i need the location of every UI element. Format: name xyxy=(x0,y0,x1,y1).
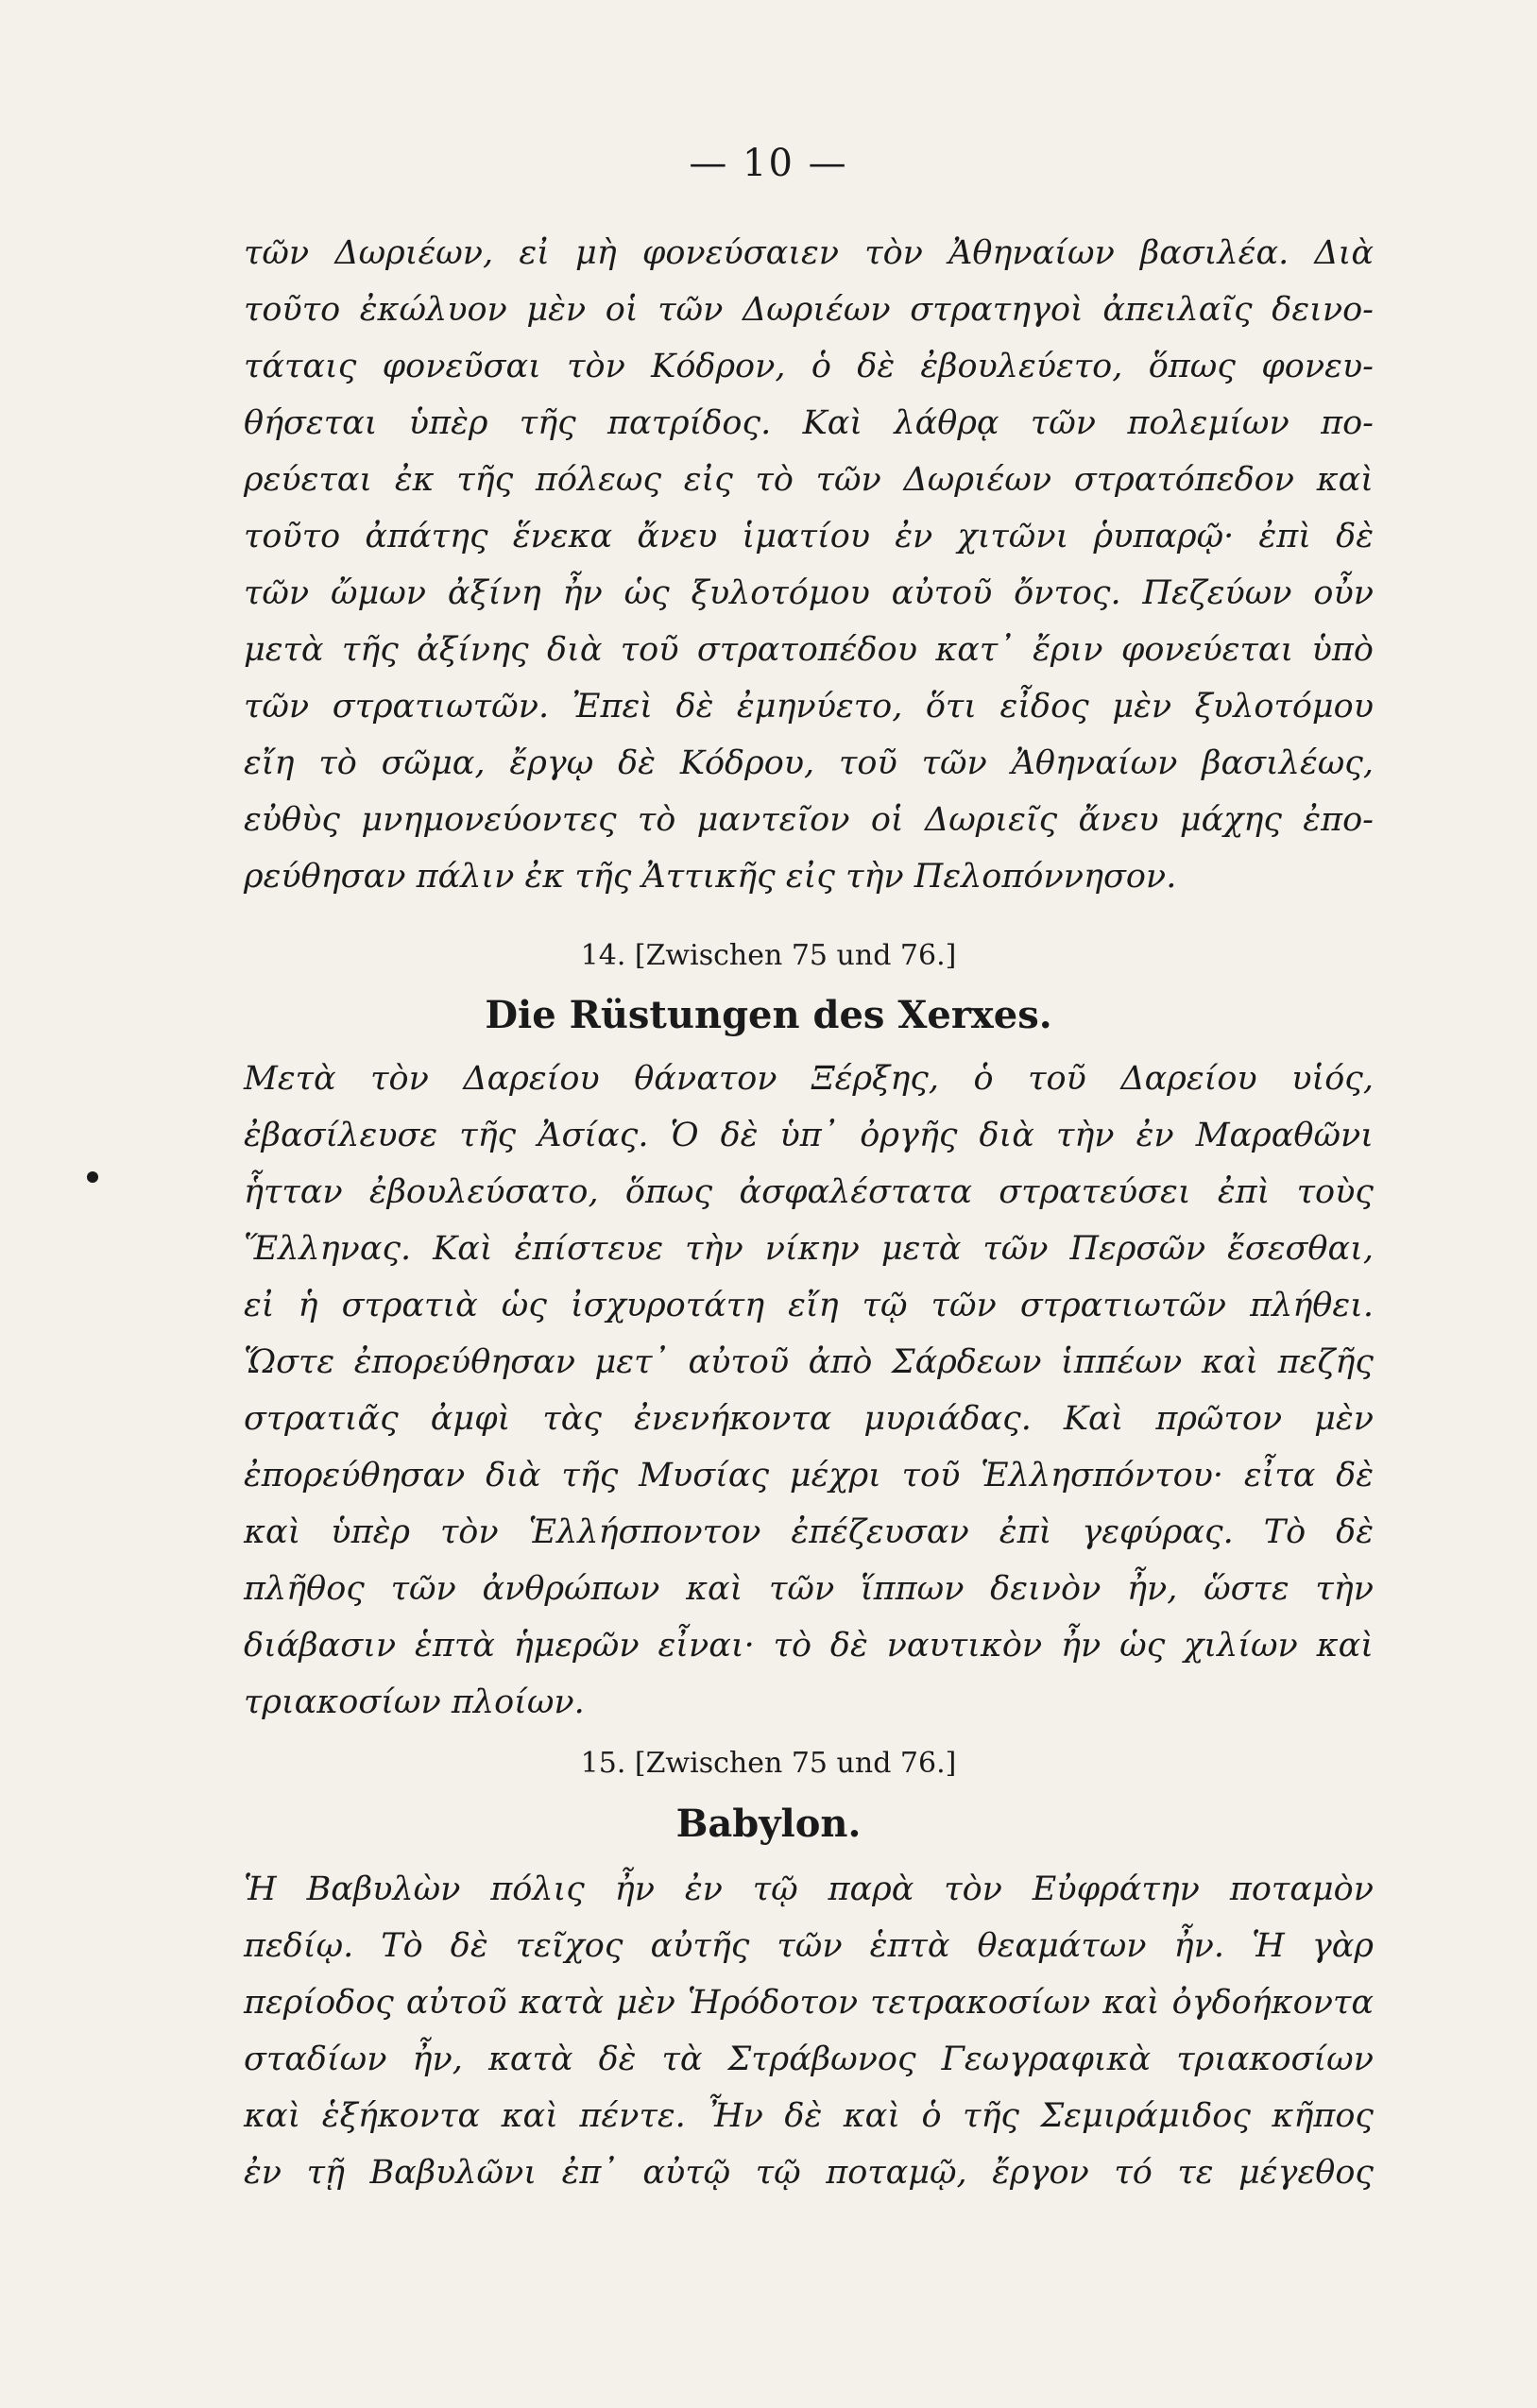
text-line: ἧτταν ἐβουλεύσατο, ὅπως ἀσφαλέστατα στρατεύσει ἐπὶ τοὺς xyxy=(244,1173,1374,1211)
section-14-title: Die Rüstungen des Xerxes. xyxy=(485,993,1052,1037)
paragraph-kodros xyxy=(244,225,1374,905)
text-line: περίοδος αὐτοῦ κατὰ μὲν Ἡρόδοτον τετρακοσίων καὶ ὀγδοήκοντα xyxy=(244,1984,1374,2022)
text-line: Ὥστε ἐπορεύθησαν μετ᾿ αὐτοῦ ἀπὸ Σάρδεων ἱππέων καὶ πεζῆς xyxy=(244,1343,1374,1381)
text-line: ἐπορεύθησαν διὰ τῆς Μυσίας μέχρι τοῦ Ἑλλησπόντου· εἶτα δὲ xyxy=(244,1457,1374,1494)
paragraph-babylon xyxy=(244,1861,1374,2201)
section-14-number: 14. [Zwischen 75 und 76.] xyxy=(580,939,957,972)
text-line: τάταις φονεῦσαι τὸν Κόδρον, ὁ δὲ ἐβουλεύετο, ὅπως φονευ- xyxy=(244,348,1374,385)
text-line: καὶ ἑξήκοντα καὶ πέντε. Ἦν δὲ καὶ ὁ τῆς Σεμιράμιδος κῆπος xyxy=(244,2097,1374,2135)
text-line: τῶν στρατιωτῶν. Ἐπεὶ δὲ ἐμηνύετο, ὅτι εἶδος μὲν ξυλοτόμου xyxy=(244,688,1374,726)
paragraph-xerxes xyxy=(244,1050,1374,1731)
section-15-number: 15. [Zwischen 75 und 76.] xyxy=(580,1747,957,1780)
text-line: ἐβασίλευσε τῆς Ἀσίας. Ὁ δὲ ὑπ᾿ ὀργῆς διὰ τὴν ἐν Μαραθῶνι xyxy=(244,1117,1374,1154)
text-line: καὶ ὑπὲρ τὸν Ἑλλήσποντον ἐπέζευσαν ἐπὶ γεφύρας. Τὸ δὲ xyxy=(244,1513,1374,1551)
page-number: — 10 — xyxy=(689,142,848,185)
text-line: εὐθὺς μνημονεύοντες τὸ μαντεῖον οἱ Δωριεῖς ἄνευ μάχης ἐπο- xyxy=(244,801,1374,839)
text-line: ρεύεται ἐκ τῆς πόλεως εἰς τὸ τῶν Δωριέων στρατόπεδον καὶ xyxy=(244,461,1374,499)
text-line: σταδίων ἦν, κατὰ δὲ τὰ Στράβωνος Γεωγραφικὰ τριακοσίων xyxy=(244,2041,1374,2078)
text-line: τῶν ὤμων ἀξίνη ἦν ὡς ξυλοτόμου αὐτοῦ ὄντος. Πεζεύων οὖν xyxy=(244,574,1374,612)
text-line: θήσεται ὑπὲρ τῆς πατρίδος. Καὶ λάθρᾳ τῶν πολεμίων πο- xyxy=(244,404,1374,442)
text-line: τῶν Δωριέων, εἰ μὴ φονεύσαιεν τὸν Ἀθηναίων βασιλέα. Διὰ xyxy=(244,234,1374,272)
text-line: τοῦτο ἀπάτης ἕνεκα ἄνευ ἱματίου ἐν χιτῶνι ῥυπαρῷ· ἐπὶ δὲ xyxy=(244,518,1374,555)
text-line: ἐν τῇ Βαβυλῶνι ἐπ᾿ αὐτῷ τῷ ποταμῷ, ἔργον τό τε μέγεθος xyxy=(244,2154,1374,2192)
margin-dot xyxy=(87,1171,98,1183)
text-line: μετὰ τῆς ἀξίνης διὰ τοῦ στρατοπέδου κατ᾿ ἔριν φονεύεται ὑπὸ xyxy=(244,631,1374,669)
text-line: ρεύθησαν πάλιν ἐκ τῆς Ἀττικῆς εἰς τὴν Πελοπόννησον. xyxy=(244,858,1177,896)
text-line: Ἕλληνας. Καὶ ἐπίστευε τὴν νίκην μετὰ τῶν Περσῶν ἔσεσθαι, xyxy=(244,1230,1374,1268)
text-line: στρατιᾶς ἀμφὶ τὰς ἐνενήκοντα μυριάδας. Καὶ πρῶτον μὲν xyxy=(244,1400,1374,1438)
text-line: τοῦτο ἐκώλυον μὲν οἱ τῶν Δωριέων στρατηγοὶ ἀπειλαῖς δεινο- xyxy=(244,291,1374,329)
text-line: εἴη τὸ σῶμα, ἔργῳ δὲ Κόδρου, τοῦ τῶν Ἀθηναίων βασιλέως, xyxy=(244,744,1374,782)
text-line: διάβασιν ἑπτὰ ἡμερῶν εἶναι· τὸ δὲ ναυτικὸν ἦν ὡς χιλίων καὶ xyxy=(244,1627,1374,1665)
text-line: εἰ ἡ στρατιὰ ὡς ἰσχυροτάτη εἴη τῷ τῶν στρατιωτῶν πλήθει. xyxy=(244,1287,1374,1324)
section-15-title: Babylon. xyxy=(675,1802,862,1846)
text-line: τριακοσίων πλοίων. xyxy=(244,1683,585,1721)
text-line: Ἡ Βαβυλὼν πόλις ἦν ἐν τῷ παρὰ τὸν Εὐφράτην ποταμὸν xyxy=(244,1870,1374,1908)
text-line: πλῆθος τῶν ἀνθρώπων καὶ τῶν ἵππων δεινὸν ἦν, ὥστε τὴν xyxy=(244,1570,1374,1608)
text-line: Μετὰ τὸν Δαρείου θάνατον Ξέρξης, ὁ τοῦ Δαρείου υἱός, xyxy=(244,1060,1374,1098)
text-line: πεδίῳ. Τὸ δὲ τεῖχος αὐτῆς τῶν ἑπτὰ θεαμάτων ἦν. Ἡ γὰρ xyxy=(244,1927,1374,1965)
